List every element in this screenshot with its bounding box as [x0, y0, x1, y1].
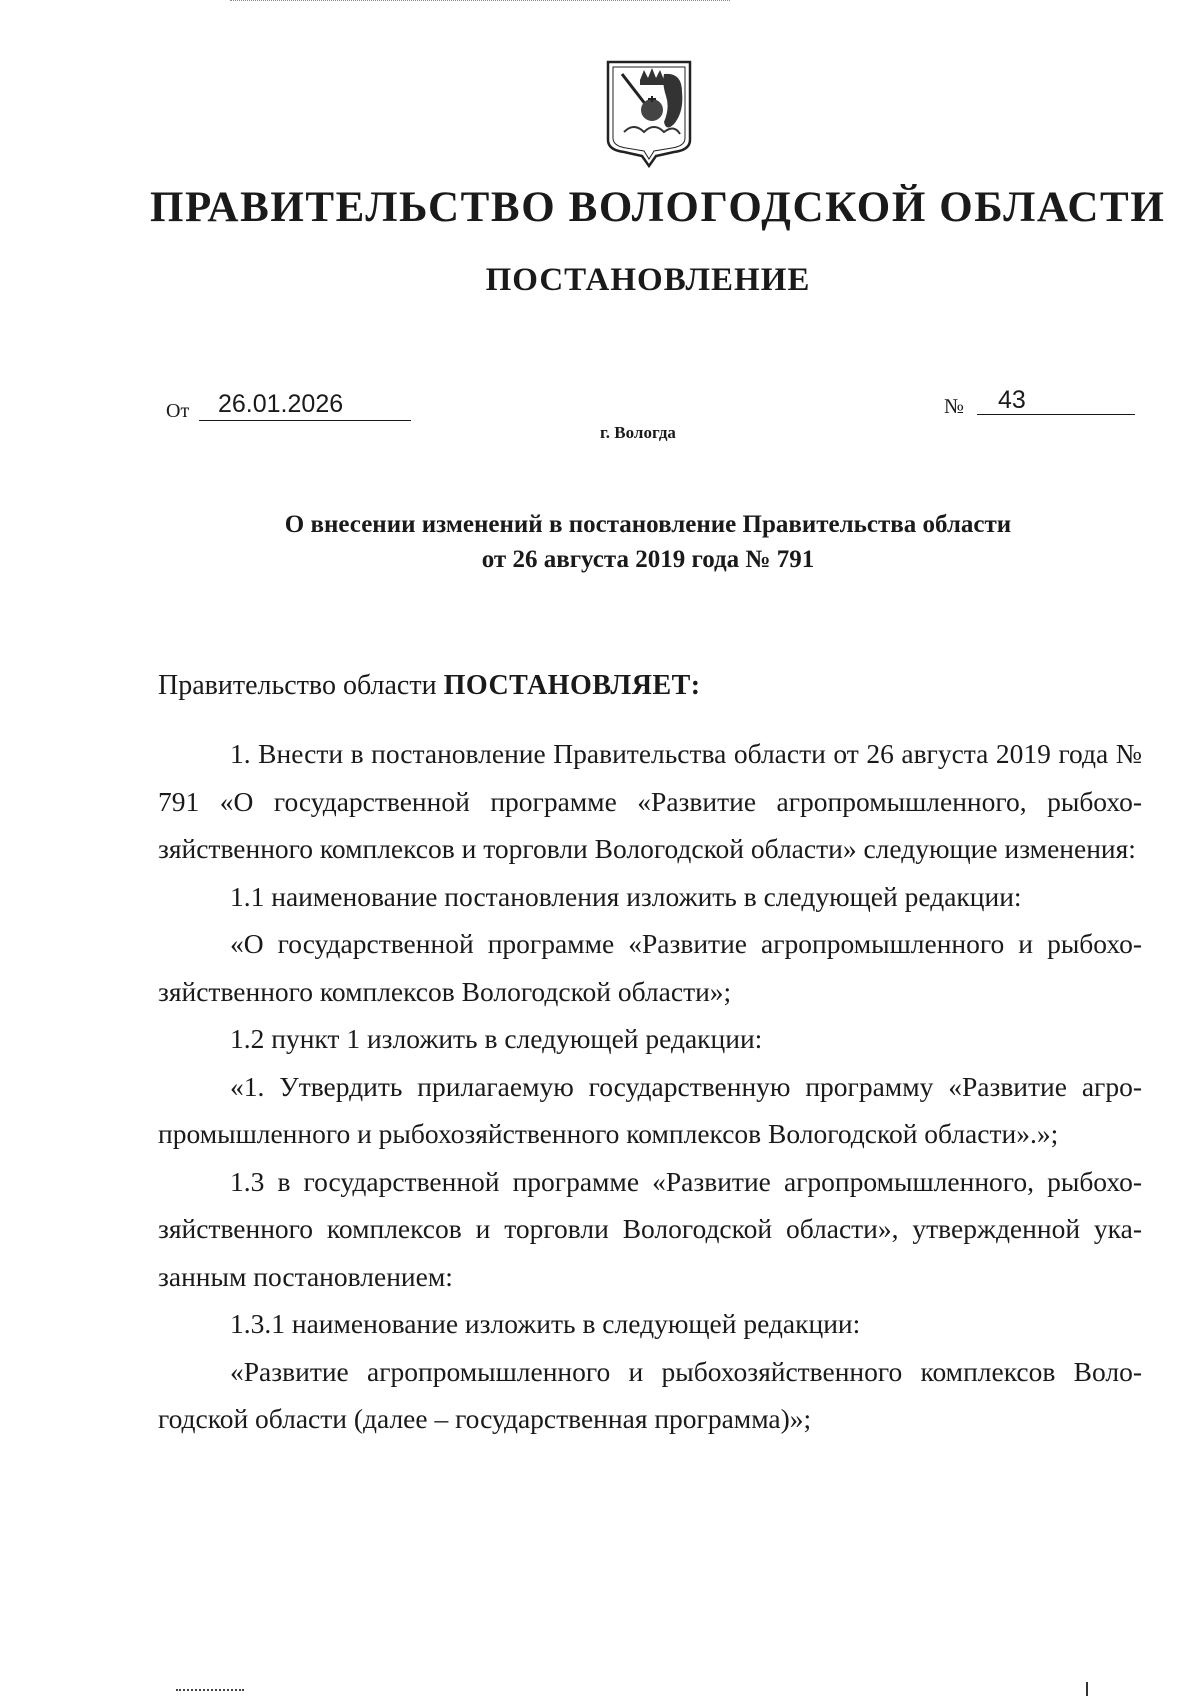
- number-prefix: №: [944, 394, 965, 418]
- document-body: [158, 730, 1142, 1443]
- paragraph-1-2: 1.2 пункт 1 изложить в следующей редакции:: [230, 1023, 763, 1054]
- paragraph-1-3-1: 1.3.1 наименование изложить в следующей редакции:: [230, 1308, 861, 1339]
- document-date: 26.01.2026: [218, 390, 344, 418]
- government-title: ПРАВИТЕЛЬСТВО ВОЛОГОДСКОЙ ОБЛАСТИ: [150, 184, 1166, 231]
- date-prefix: От: [166, 400, 190, 422]
- vologda-coat-of-arms-icon: [604, 52, 694, 170]
- paragraph-1-1-text: «О государственной программе «Развитие агропромышленного и рыбохозяйственного комплексов Вологодской области»;: [158, 928, 1142, 1007]
- lead-text: Правительство области: [158, 670, 444, 701]
- paragraph-1: 1. Внести в постановление Правительства области от 26 августа 2019 года № 791 «О государственной программе «Развитие агропромышленного, рыбохозяйственного комплексов и торговли Вологодской области» следующие изменения:: [158, 738, 1142, 864]
- document-subject: [0, 507, 1200, 577]
- document-number: 43: [998, 386, 1026, 414]
- lead-emphasis: ПОСТАНОВЛЯЕТ:: [443, 670, 701, 701]
- scan-artifact-bottom: [176, 1689, 244, 1694]
- paragraph-1-1: 1.1 наименование постановления изложить в следующей редакции:: [230, 880, 1022, 912]
- document-type: ПОСТАНОВЛЕНИЕ: [485, 262, 811, 298]
- scan-artifact-tick: [1086, 1682, 1088, 1696]
- resolution-lead: [158, 670, 701, 702]
- subject-line-1: О внесении изменений в постановление Правительства области: [284, 511, 1012, 538]
- paragraph-1-3: 1.3 в государственной программе «Развитие агропромышленного, рыбохозяйственного комплексов и торговли Вологодской области», утвержденной указанным постановлением:: [158, 1165, 1142, 1292]
- paragraph-1-2-text: «1. Утвердить прилагаемую государственную программу «Развитие агропромышленного и рыбохозяйственного комплексов Вологодской области».»;: [158, 1070, 1142, 1149]
- scan-artifact-top: [230, 0, 730, 4]
- subject-line-2: от 26 августа 2019 года № 791: [481, 546, 815, 573]
- paragraph-1-3-1-text: «Развитие агропромышленного и рыбохозяйственного комплексов Вологодской области (далее – государственная программа)»;: [158, 1355, 1142, 1434]
- city-label: г. Вологда: [600, 423, 676, 442]
